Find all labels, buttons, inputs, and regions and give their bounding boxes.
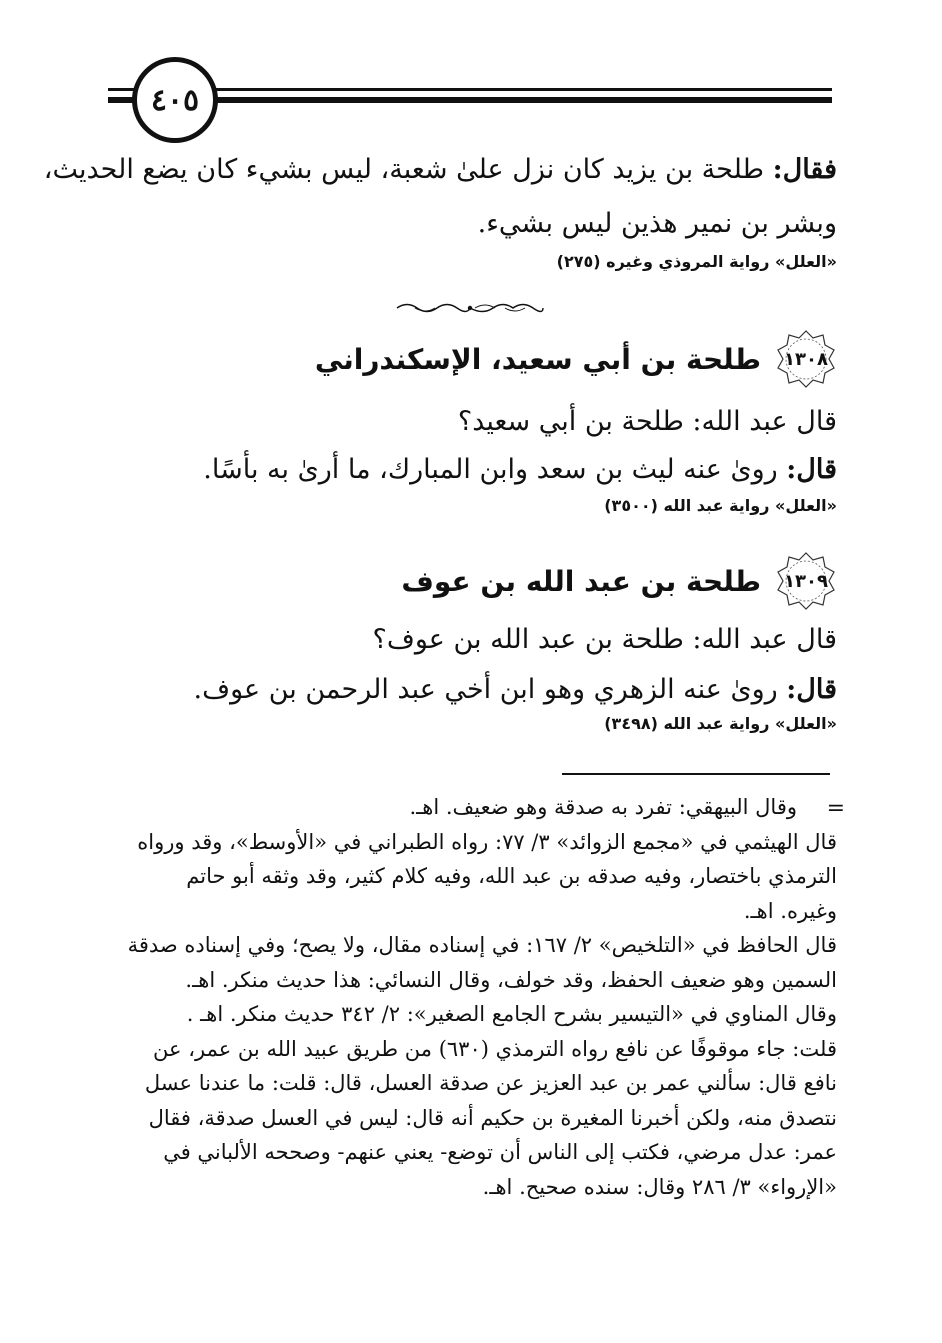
ornament-divider: [395, 300, 545, 316]
footnote-line: نتصدق منه، ولكن أخبرنا المغيرة بن حكيم أنه قال: ليس في العسل صدقة، فقال: [148, 1105, 837, 1130]
intro-reference: «العلل» رواية المروذي وغيره (٢٧٥): [556, 252, 837, 271]
intro-paragraph: [43, 148, 837, 274]
page-number: ٤٠٥: [132, 57, 218, 143]
entry-title: طلحة بن عبد الله بن عوف: [401, 564, 761, 598]
entry-answer: رویٰ عنه ليث بن سعد وابن المبارك، ما أرىٰ به بأسًا.: [203, 454, 778, 485]
footnote-line: «الإرواء» ٣/ ٢٨٦ وقال: سنده صحيح. اهـ.: [482, 1174, 837, 1199]
intro-line-2: وبشر بن نمير هذين ليس بشيء.: [477, 208, 837, 239]
footnote-line: وغيره. اهـ.: [743, 898, 837, 923]
footnote-line: الترمذي باختصار، وفيه صدقه بن عبد الله، وفيه كلام كثير، وقد وثقه أبو حاتم: [186, 864, 837, 888]
intro-label: فقال:: [772, 154, 837, 185]
entry-heading: [105, 550, 837, 612]
footnote-line: وقال البيهقي: تفرد به صدقة وهو ضعيف. اهـ.: [409, 795, 797, 819]
footnote-line: عمر: عدل مرضي، فكتب إلى الناس أن توضع- يعني عنهم- وصححه الألباني في: [163, 1140, 837, 1164]
footnotes: [105, 790, 845, 1204]
entry-body: [105, 402, 837, 518]
footnote-line: السمين وهو ضعيف الحفظ، وقد خولف، وقال النسائي: هذا حديث منكر. اهـ.: [185, 967, 837, 992]
entry-number-badge: [775, 550, 837, 612]
entry-answer: رویٰ عنه الزهري وهو ابن أخي عبد الرحمن بن عوف.: [193, 674, 778, 705]
page-header: [0, 0, 942, 140]
footnote-line: قلت: جاء موقوفًا عن نافع رواه الترمذي (٦٣٠) من طريق عبيد الله بن عمر، عن: [153, 1036, 837, 1061]
footnote-line: قال الهيثمي في «مجمع الزوائد» ٣/ ٧٧: رواه الطبراني في «الأوسط»، وقد ورواه: [137, 829, 837, 854]
entry-question: قال عبد الله: طلحة بن أبي سعيد؟: [457, 406, 837, 437]
answer-label: قال:: [786, 674, 837, 705]
entry-body: [105, 620, 837, 736]
entry-heading: [105, 328, 837, 390]
entry-reference: «العلل» رواية عبد الله (٣٥٠٠): [604, 496, 837, 515]
entry-reference: «العلل» رواية عبد الله (٣٤٩٨): [604, 714, 837, 733]
entry-number-badge: [775, 328, 837, 390]
continuation-mark: =: [826, 796, 845, 821]
answer-label: قال:: [786, 454, 837, 485]
entry-question: قال عبد الله: طلحة بن عبد الله بن عوف؟: [372, 624, 837, 655]
footnote-separator: [562, 773, 830, 775]
intro-line-1: طلحة بن يزيد كان نزل علىٰ شعبة، ليس بشيء كان يضع الحديث،: [43, 154, 765, 185]
footnote-line: نافع قال: سألني عمر بن عبد العزيز عن صدقة العسل، قال: قلت: ما عندنا عسل: [144, 1071, 837, 1095]
entry-title: طلحة بن أبي سعيد، الإسكندراني: [314, 342, 761, 376]
entry-number: ١٣٠٨: [784, 348, 828, 370]
footnote-line: وقال المناوي في «التيسير بشرح الجامع الصغير»: ٢/ ٣٤٢ حديث منكر. اهـ .: [186, 1002, 837, 1026]
footnote-line: قال الحافظ في «التلخيص» ٢/ ١٦٧: في إسناده مقال، ولا يصح؛ وفي إسناده صدقة: [127, 933, 837, 957]
entry-number: ١٣٠٩: [784, 570, 828, 592]
